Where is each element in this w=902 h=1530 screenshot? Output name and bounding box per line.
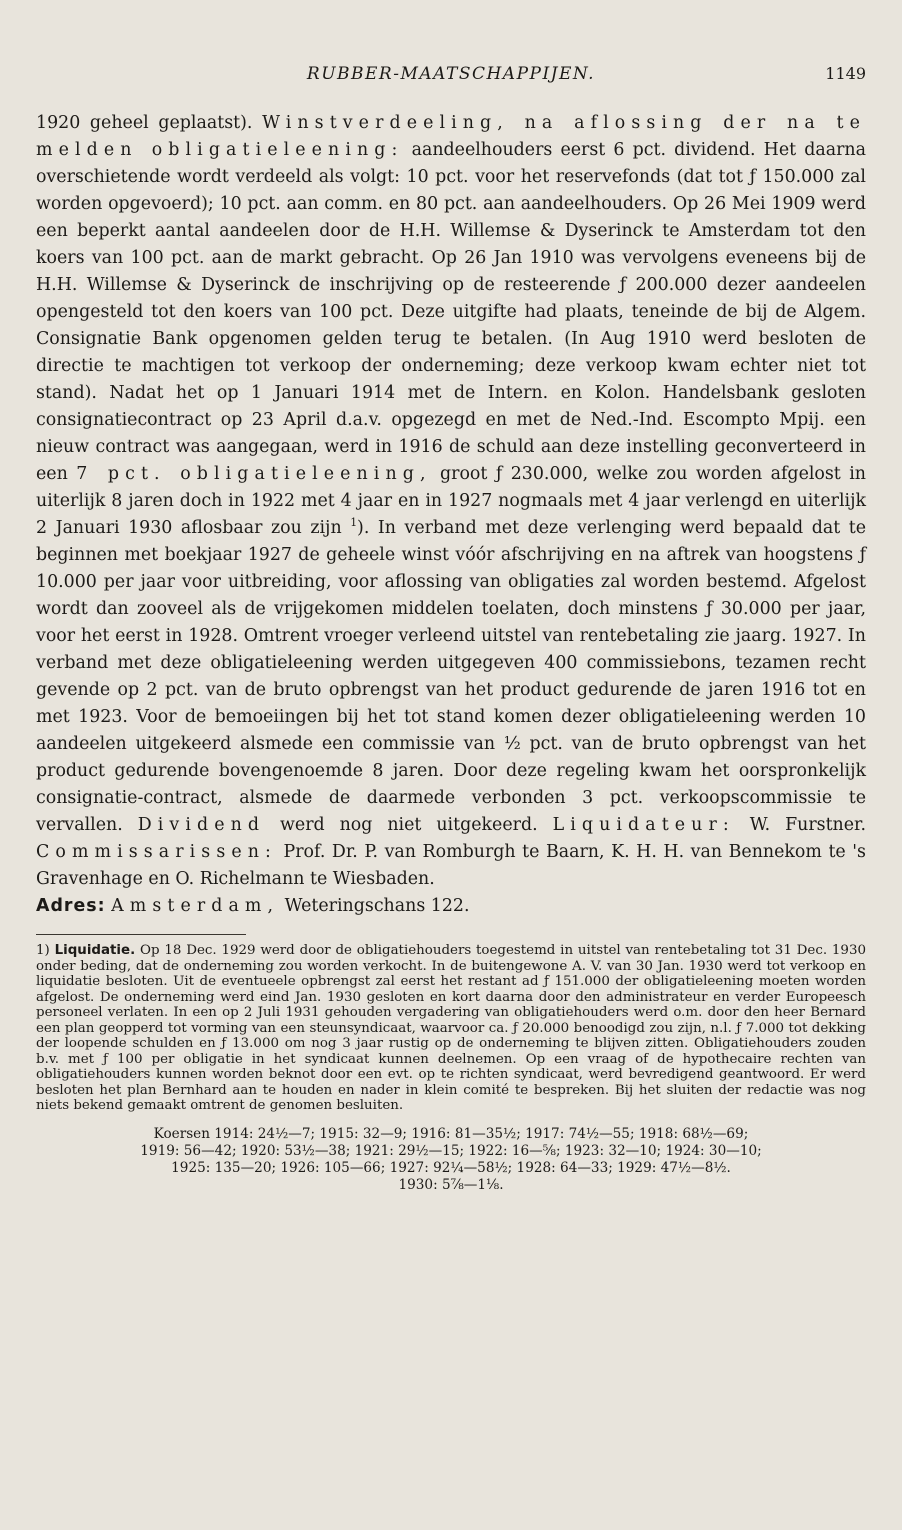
koersen-block — [36, 1126, 866, 1194]
text-run: Prof. Dr. P. van Romburgh te Baarn, K. H. H. van Bennekom te 's Gravenhage en O. Richelmann te Wiesbaden. — [36, 842, 866, 889]
address-city: Amsterdam, — [111, 896, 280, 916]
heading-dividend: Dividend — [137, 815, 266, 835]
footnote-text: Op 18 Dec. 1929 werd door de obligatiehouders toegestemd in uitstel van rentebetaling tot 31 Dec. 1930 onder beding, dat de onderneming zou worden verkocht. In de buitengewone A. V. van 30 Jan. 1930 werd tot verkoop en liquidatie besloten. Uit de eventueele opbrengst zal eerst het restant ad ƒ 151.000 der obligatieleening moeten worden afgelost. De onderneming werd eind Jan. 1930 gesloten en kort daarna door den administrateur en verder Europeesch personeel verlaten. In een op 2 Juli 1931 gehouden vergadering van obligatiehouders werd o.m. door den heer Bernard een plan geopperd tot vorming van een steunsyndicaat, waarvoor ca. ƒ 20.000 benoodigd zou zijn, n.l. ƒ 7.000 tot dekking der loopende schulden en ƒ 13.000 om nog 3 jaar rustig op de onderneming te blijven zitten. Obligatiehouders zouden b.v. met ƒ 100 per obligatie in het syndicaat kunnen deelnemen. Op een vraag of de hypothecaire rechten van obligatiehouders kunnen worden beknot door een evt. op te richten syndicaat, werd bevredigend geantwoord. Er werd besloten het plan Bernhard aan te houden en nader in klein comité te bespreken. Bij het sluiten der redactie was nog niets bekend gemaakt omtrent de genomen besluiten. — [36, 943, 866, 1113]
koersen-line: 1930: 5⅞—1⅛. — [398, 1176, 504, 1193]
koersen-line: 1925: 135—20; 1926: 105—66; 1927: 92¼—58½; 1928: 64—33; 1929: 47½—8½. — [171, 1159, 731, 1176]
address-street: Weteringschans 122. — [279, 896, 470, 916]
heading-liquidateur: Liquidateur: — [552, 815, 735, 835]
footnote-marker: 1) — [36, 943, 50, 958]
heading-winstverdeeling: Winstverdeeling, na aflossing der na te melden obligatieleening: — [36, 113, 866, 160]
text-run: werd nog niet uitgekeerd. — [265, 815, 553, 835]
text-run: aandeelhouders eerst 6 pct. dividend. Het daarna overschietende wordt verdeeld als volgt: 10 pct. voor het reservefonds (dat tot ƒ 150.000 zal worden opgevoerd); 10 pct. aan comm. en 80 pct. aan aandeelhouders. Op 26 Mei 1909 werd een beperkt aantal aandeelen door de H.H. Willemse & Dyserinck te Amsterdam tot den koers van 100 pct. aan de markt gebracht. Op 26 Jan 1910 was vervolgens eveneens bij de H.H. Willemse & Dyserinck de inschrijving op de resteerende ƒ 200.000 dezer aandeelen opengesteld tot den koers van 100 pct. Deze uitgifte had plaats, teneinde de bij de Algem. Consignatie Bank opgenomen gelden terug te betalen. (In Aug 1910 werd besloten de directie te machtigen tot verkoop der onderneming; deze verkoop kwam echter niet tot stand). Nadat het op 1 Januari 1914 met de Intern. en Kolon. Handelsbank gesloten consignatiecontract op 23 April d.a.v. opgezegd en met de Ned.-Ind. Escompto Mpij. een nieuw contract was aangegaan, werd in 1916 de schuld aan deze instelling geconverteerd in een — [36, 140, 866, 484]
text-run: 1920 geheel geplaatst). — [36, 113, 263, 133]
koersen-line: Koersen 1914: 24½—7; 1915: 32—9; 1916: 81—35½; 1917: 74½—55; 1918: 68½—69; — [153, 1125, 749, 1142]
footnote-divider — [36, 934, 246, 935]
koersen-line: 1919: 56—42; 1920: 53½—38; 1921: 29½—15; 1922: 16—⅝; 1923: 32—10; 1924: 30—10; — [140, 1142, 762, 1159]
address-line — [36, 893, 866, 920]
running-title: RUBBER-MAATSCHAPPIJEN. — [306, 64, 596, 84]
page-header — [36, 58, 866, 92]
heading-commissarissen: Commissarissen: — [36, 842, 277, 862]
heading-obligatieleening: 7 pct. obligatieleening, — [76, 464, 432, 484]
text-run: ). In verband met deze verlenging werd bepaald dat te beginnen met boekjaar 1927 de geheele winst vóór afschrijving en na aftrek van hoogstens ƒ 10.000 per jaar voor uitbreiding, voor aflossing van obligaties zal worden bestemd. Afgelost wordt dan zooveel als de vrijgekomen middelen toelaten, doch minstens ƒ 30.000 per jaar, voor het eerst in 1928. Omtrent vroeger verleend uitstel van rentebetaling zie jaarg. 1927. In verband met deze obligatieleening werden uitgegeven 400 commissiebons, tezamen recht gevende op 2 pct. van de bruto opbrengst van het product gedurende de jaren 1916 tot en met 1923. Voor de bemoeiingen bij het tot stand komen dezer obligatieleening werden 10 aandeelen uitgekeerd alsmede een commissie van ½ pct. van de bruto opbrengst van het product gedurende bovengenoemde 8 jaren. Door deze regeling kwam het oorspronkelijk consignatie-contract, alsmede de daarmede verbonden 3 pct. verkoopscommissie te vervallen. — [36, 518, 867, 835]
address-label: Adres: — [36, 896, 106, 916]
body-paragraph — [36, 110, 866, 893]
footnote-label: Liquidatie. — [54, 943, 136, 958]
main-text — [36, 110, 866, 920]
page-number: 1149 — [825, 64, 866, 83]
footnote — [36, 943, 866, 1114]
text-run: W. Furstner. — [734, 815, 866, 835]
footnote-reference: 1 — [350, 516, 358, 530]
text-run: groot ƒ 230.000, welke zou worden afgelost in uiterlijk 8 jaren doch in 1922 met 4 jaar en in 1927 nogmaals met 4 jaar verlengd en uiterlijk 2 Januari 1930 aflosbaar zou zijn — [36, 464, 867, 538]
